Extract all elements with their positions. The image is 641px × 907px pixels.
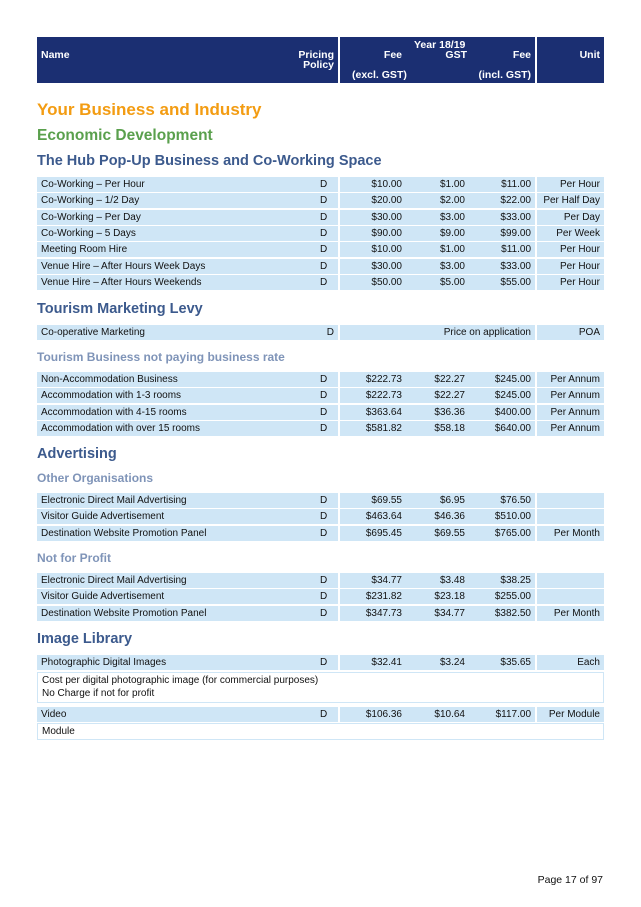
- row-unit: Per Week: [537, 226, 604, 241]
- row-fee-incl: $11.00: [501, 244, 531, 256]
- table-header-name: [37, 37, 338, 83]
- row-fee: $10.00: [371, 179, 402, 190]
- row-fee-incl: $117.00: [495, 709, 531, 720]
- row-gst: $3.00: [439, 260, 465, 272]
- header-year-label: Year 18/19: [414, 39, 466, 51]
- row-fee-incl: $99.00: [500, 227, 531, 239]
- row-name: Venue Hire – After Hours Week Days: [37, 259, 338, 274]
- row-gst: $3.48: [439, 575, 465, 586]
- row-fee-incl: $510.00: [494, 511, 531, 523]
- row-fee: $30.00: [371, 211, 402, 223]
- row-policy: D: [320, 607, 328, 619]
- row-unit: Per Annum: [537, 421, 604, 436]
- row-unit: POA: [537, 325, 604, 340]
- row-unit: [537, 509, 604, 524]
- row-policy: D: [320, 527, 328, 539]
- row-name: Co-Working – 5 Days: [37, 226, 338, 241]
- row-fee-incl: $382.50: [494, 607, 531, 619]
- row-unit: Per Half Day: [537, 193, 604, 208]
- row-fee: $222.73: [365, 390, 402, 402]
- photo-note: [37, 672, 604, 703]
- row-policy: D: [320, 227, 328, 239]
- row-name: Venue Hire – After Hours Weekends: [37, 275, 338, 290]
- row-name: Co-operative Marketing: [37, 325, 338, 340]
- table-row: [37, 589, 604, 604]
- header-gst-label: GST: [445, 49, 467, 61]
- row-fee: $347.73: [365, 607, 402, 619]
- row-unit: [537, 573, 604, 588]
- row-policy: D: [320, 211, 328, 223]
- row-name: Visitor Guide Advertisement: [37, 509, 338, 524]
- row-name: Co-Working – Per Hour: [37, 177, 338, 192]
- photo-note-line-1: Cost per digital photographic image (for commercial purposes): [42, 675, 319, 686]
- header-fee-incl-label: Fee: [512, 49, 531, 61]
- row-fee-incl: $38.25: [500, 575, 531, 586]
- row-gst: $36.36: [434, 406, 465, 418]
- row-unit: Per Annum: [537, 405, 604, 420]
- row-name: Accommodation with 1-3 rooms: [37, 388, 338, 403]
- row-fee-incl: $76.50: [500, 495, 531, 506]
- row-fee-incl: $55.00: [500, 276, 531, 288]
- row-gst: $1.00: [439, 244, 465, 256]
- row-gst: $6.95: [439, 495, 465, 506]
- row-unit: [537, 589, 604, 604]
- table-row: [37, 493, 604, 508]
- row-fee-incl: $33.00: [500, 260, 531, 272]
- row-fee-incl: $400.00: [494, 406, 531, 418]
- row-policy: D: [320, 276, 328, 288]
- row-fee: $231.82: [365, 591, 402, 603]
- page-number: Page 17 of 97: [537, 874, 603, 886]
- row-name: Visitor Guide Advertisement: [37, 589, 338, 604]
- row-name: Co-Working – Per Day: [37, 210, 338, 225]
- table-row: [37, 388, 604, 403]
- row-unit: [537, 493, 604, 508]
- row-fee-incl: $245.00: [494, 390, 531, 402]
- row-unit: Per Annum: [537, 372, 604, 387]
- row-unit: Per Hour: [537, 275, 604, 290]
- table-row: [37, 573, 604, 588]
- row-price-on-application: Price on application: [443, 327, 531, 338]
- row-gst: $58.18: [434, 422, 465, 434]
- table-row: [37, 193, 604, 208]
- row-unit: Per Hour: [537, 242, 604, 257]
- image-library-title: Image Library: [37, 631, 133, 647]
- table-row: [37, 242, 604, 257]
- row-fee-incl: $245.00: [494, 374, 531, 385]
- table-row: [37, 421, 604, 436]
- header-fee-label: Fee: [383, 49, 402, 61]
- row-name: Accommodation with over 15 rooms: [37, 421, 338, 436]
- tourism-title: Tourism Marketing Levy: [37, 301, 203, 317]
- table-row: [37, 177, 604, 192]
- row-policy: D: [320, 575, 328, 586]
- row-policy: D: [320, 374, 328, 385]
- row-fee-incl: $33.00: [500, 211, 531, 223]
- row-name: Electronic Direct Mail Advertising: [37, 573, 338, 588]
- photo-note-line-2: No Charge if not for profit: [42, 688, 155, 699]
- row-gst: $1.00: [439, 179, 465, 190]
- row-name: Non-Accommodation Business: [37, 372, 338, 387]
- table-row: [37, 655, 604, 670]
- header-incl-label: (incl. GST): [478, 69, 531, 81]
- row-gst: $22.27: [434, 374, 465, 385]
- row-fee: $30.00: [371, 260, 402, 272]
- table-row: [37, 509, 604, 524]
- row-fee: $69.55: [371, 495, 402, 506]
- subsection-title: Economic Development: [37, 127, 213, 144]
- row-name: Destination Website Promotion Panel: [37, 526, 338, 541]
- row-fee: $20.00: [371, 195, 402, 207]
- row-unit: Per Annum: [537, 388, 604, 403]
- row-unit: Per Module: [537, 707, 604, 722]
- video-note-line: Module: [42, 726, 75, 737]
- table-row: [37, 606, 604, 621]
- row-gst: $34.77: [434, 607, 465, 619]
- row-fee: $695.45: [365, 527, 402, 539]
- row-fee: $581.82: [365, 422, 402, 434]
- row-policy: D: [320, 390, 328, 402]
- table-row: [37, 325, 604, 340]
- row-gst: $69.55: [434, 527, 465, 539]
- row-policy: D: [320, 195, 328, 207]
- row-name: Electronic Direct Mail Advertising: [37, 493, 338, 508]
- row-gst: $22.27: [434, 390, 465, 402]
- row-fee: $50.00: [371, 276, 402, 288]
- table-row: [37, 405, 604, 420]
- row-unit: Per Day: [537, 210, 604, 225]
- row-unit: Per Month: [537, 606, 604, 621]
- row-fee-incl: $35.65: [500, 657, 531, 668]
- table-row: [37, 259, 604, 274]
- row-fee: $363.64: [365, 406, 402, 418]
- row-gst: $9.00: [439, 227, 465, 239]
- row-fee-incl: $22.00: [500, 195, 531, 207]
- header-pricing-label: Pricing: [298, 49, 334, 61]
- row-policy: D: [320, 422, 328, 434]
- table-header-year: [340, 37, 535, 83]
- advertising-title: Advertising: [37, 446, 117, 462]
- row-fee: $34.77: [371, 575, 402, 586]
- row-fee: $463.64: [365, 511, 402, 523]
- row-fee-incl: $255.00: [494, 591, 531, 603]
- header-policy-label: Policy: [303, 59, 334, 71]
- row-policy: D: [320, 657, 328, 668]
- row-gst: $46.36: [434, 511, 465, 523]
- row-policy: D: [320, 511, 328, 523]
- row-fee: $90.00: [371, 227, 402, 239]
- row-fee: $222.73: [365, 374, 402, 385]
- table-row: [37, 275, 604, 290]
- row-name: Meeting Room Hire: [37, 242, 338, 257]
- row-policy: D: [320, 179, 328, 190]
- table-header-unit: [537, 37, 604, 83]
- row-fee-incl: $11.00: [501, 179, 531, 190]
- row-fee: $32.41: [371, 657, 402, 668]
- header-excl-label: (excl. GST): [352, 69, 407, 81]
- row-name: Accommodation with 4-15 rooms: [37, 405, 338, 420]
- row-fee-incl: $640.00: [494, 422, 531, 434]
- row-policy: D: [320, 495, 328, 506]
- row-policy: D: [320, 709, 328, 720]
- row-gst: $23.18: [434, 591, 465, 603]
- hub-title: The Hub Pop-Up Business and Co-Working Space: [37, 153, 382, 169]
- row-name: Video: [37, 707, 338, 722]
- row-gst: $10.64: [434, 709, 465, 720]
- row-gst: $3.24: [439, 657, 465, 668]
- section-title: Your Business and Industry: [37, 100, 262, 119]
- row-fee: $106.36: [365, 709, 402, 720]
- table-row: [37, 526, 604, 541]
- row-policy: D: [320, 244, 328, 256]
- row-unit: Per Hour: [537, 177, 604, 192]
- row-policy: D: [320, 591, 328, 603]
- row-policy: D: [320, 406, 328, 418]
- not-for-profit-title: Not for Profit: [37, 551, 111, 565]
- row-gst: $2.00: [439, 195, 465, 207]
- row-policy: D: [326, 327, 334, 338]
- row-gst: $5.00: [439, 276, 465, 288]
- row-name: Destination Website Promotion Panel: [37, 606, 338, 621]
- table-row: [37, 707, 604, 722]
- other-organisations-title: Other Organisations: [37, 471, 154, 485]
- tourism-sub-title: Tourism Business not paying business rate: [37, 350, 285, 364]
- header-unit-label: Unit: [579, 49, 600, 61]
- row-unit: Each: [537, 655, 604, 670]
- row-unit: Per Hour: [537, 259, 604, 274]
- row-unit: Per Month: [537, 526, 604, 541]
- row-fee: $10.00: [371, 244, 402, 256]
- row-fee-incl: $765.00: [494, 527, 531, 539]
- row-name: Photographic Digital Images: [37, 655, 338, 670]
- row-policy: D: [320, 260, 328, 272]
- header-name-label: Name: [41, 49, 70, 61]
- video-note: [37, 723, 604, 740]
- row-gst: $3.00: [439, 211, 465, 223]
- table-row: [37, 210, 604, 225]
- table-row: [37, 372, 604, 387]
- row-name: Co-Working – 1/2 Day: [37, 193, 338, 208]
- table-row: [37, 226, 604, 241]
